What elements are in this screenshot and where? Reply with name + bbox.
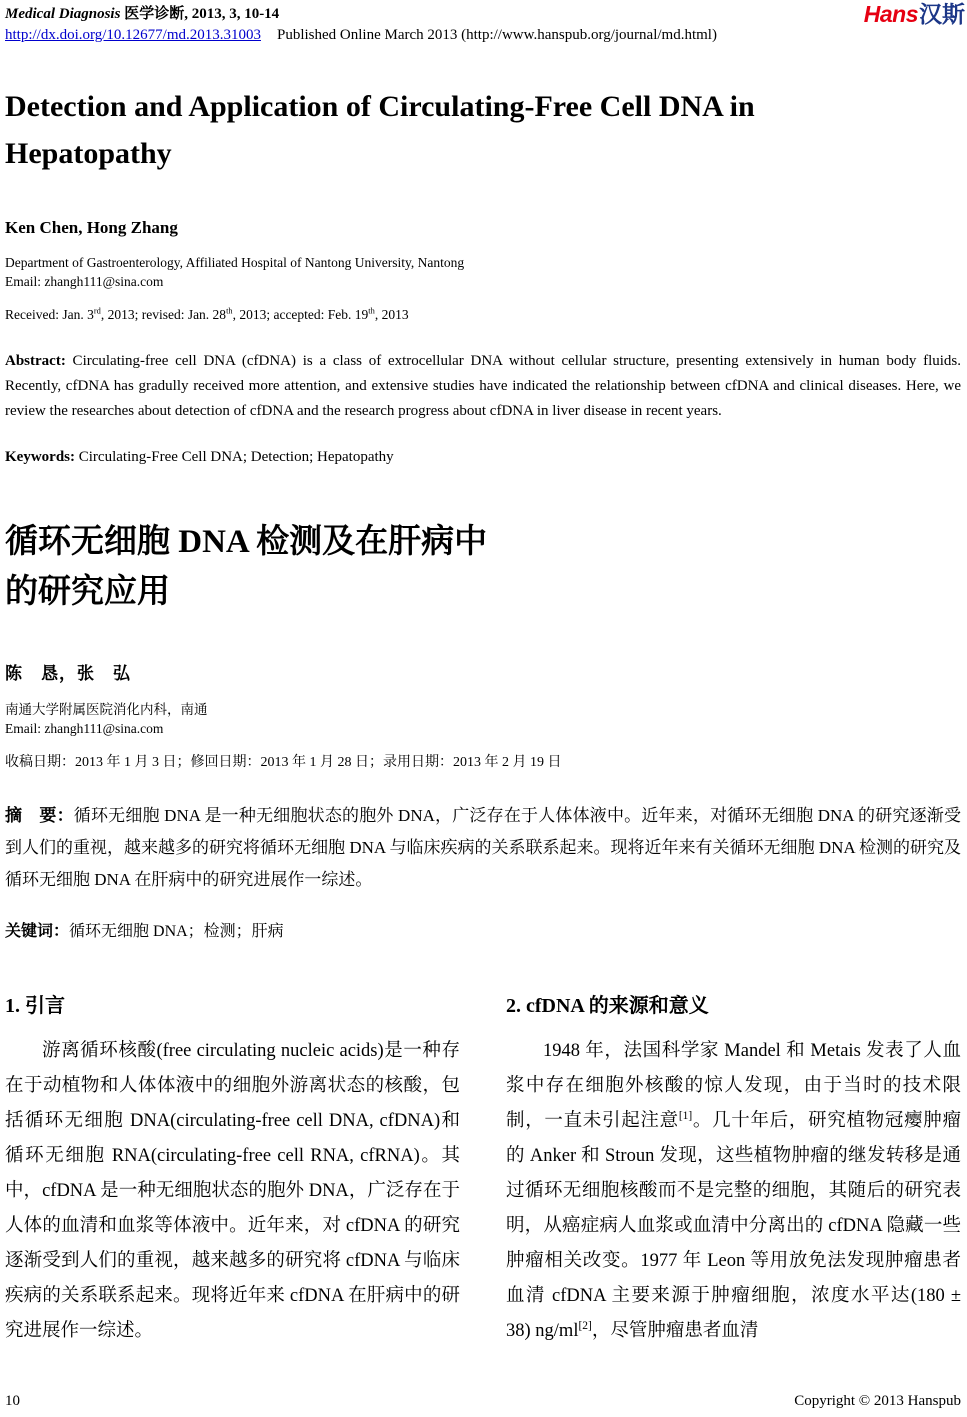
citation-ref-2: [2] (578, 1319, 592, 1332)
published-note: Published Online March 2013 (http://www.hanspub.org/journal/md.html) (276, 27, 717, 43)
paper-title-en-line1: Detection and Application of Circulating-Free Cell DNA in (5, 90, 755, 123)
citation-ref-1: [1] (678, 1109, 693, 1122)
authors-en: Ken Chen, Hong Zhang (5, 218, 178, 237)
abstract-en (5, 349, 961, 424)
section-1-heading: 1. 引言 (5, 995, 65, 1017)
abstract-label-zh: 摘 要： (5, 806, 74, 825)
keywords-text-en: Circulating-Free Cell DNA; Detection; Hepatopathy (75, 449, 394, 465)
section-2-paragraph: 1948 年，法国科学家 Mandel 和 Metais 发表了人血浆中存在细胞外核酸的惊人发现，由于当时的技术限制，一直未引起注意[1]。几十年后，研究植物冠瘿肿瘤的 Anker 和 Stroun 发现，这些植物肿瘤的继发转移是通过循环无细胞核酸而不是完整的细胞，其随后的研究表明，从癌症病人血浆或血清中分离出的 cfDNA 隐藏一些肿瘤相关改变。1977 年 Leon 等用放免法发现肿瘤患者血清 cfDNA 主要来源于肿瘤细胞，浓度水平达(180 ± 38) ng/ml[2]，尽管肿瘤患者血清 (506, 1041, 961, 1341)
affiliation-block-zh (5, 700, 961, 738)
abstract-text-en: Circulating-free cell DNA (cfDNA) is a class of extrocellular DNA without cellular structure, presenting extensively in human body fluids. Recently, cfDNA has gradully received more attention, and extensive studies have indicated the relationship between cfDNA and clinical diseases. Here, we review the researches about detection of cfDNA and the research progress about cfDNA in liver disease in recent years. (5, 353, 961, 419)
paper-title-zh (5, 517, 961, 617)
paper-title-en-line2: Hepatopathy (5, 137, 172, 170)
right-column (506, 989, 961, 1349)
body-columns (5, 989, 961, 1349)
journal-doi-line (5, 25, 961, 46)
section-2-heading: 2. cfDNA 的来源和意义 (506, 995, 709, 1017)
doi-link[interactable]: http://dx.doi.org/10.12677/md.2013.31003 (5, 27, 261, 43)
keywords-zh (5, 919, 961, 944)
affiliation-block-en (5, 254, 961, 291)
paper-title-zh-line1: 循环无细胞 DNA 检测及在肝病中 (5, 524, 488, 560)
received-dates-en: Received: Jan. 3rd, 2013; revised: Jan. 28th, 2013; accepted: Feb. 19th, 2013 (5, 306, 409, 322)
abstract-zh (5, 800, 961, 896)
page-footer (5, 1393, 961, 1410)
superscript: rd (93, 306, 101, 316)
hanspub-logo (864, 2, 965, 26)
authors-zh: 陈 恳，张 弘 (5, 664, 131, 683)
copyright: Copyright © 2013 Hanspub (794, 1393, 961, 1409)
superscript: th (368, 306, 375, 316)
received-dates-zh: 收稿日期：2013 年 1 月 3 日；修回日期：2013 年 1 月 28 日；录用日期：2013 年 2 月 19 日 (5, 755, 562, 770)
section-1-paragraph: 游离循环核酸(free circulating nucleic acids)是一种存在于动植物和人体体液中的细胞外游离状态的核酸，包括循环无细胞 DNA(circulating-free cell DNA, cfDNA)和循环无细胞 RNA(circulating-free cell RNA, cfRNA)。其中，cfDNA 是一种无细胞状态的胞外 DNA，广泛存在于人体的血清和血浆等体液中。近年来，对 cfDNA 的研究逐渐受到人们的重视，越来越多的研究将 cfDNA 与临床疾病的关系联系起来。现将近年来 cfDNA 在肝病中的研究进展作一综述。 (5, 1041, 460, 1341)
logo-wordmark-en: Hans (863, 1, 918, 27)
keywords-en (5, 445, 961, 470)
abstract-text-zh: 循环无细胞 DNA 是一种无细胞状态的胞外 DNA，广泛存在于人体体液中。近年来，对循环无细胞 DNA 的研究逐渐受到人们的重视，越来越多的研究将循环无细胞 DNA 与临床疾病的关系联系起来。现将近年来有关循环无细胞 DNA 检测的研究及循环无细胞 DNA 在肝病中的研究进展作一综述。 (5, 806, 961, 889)
keywords-label-en: Keywords: (5, 449, 75, 465)
journal-header-line (5, 4, 961, 25)
journal-title: Medical Diagnosis (5, 6, 121, 22)
journal-issue: 医学诊断, 2013, 3, 10-14 (120, 6, 280, 22)
email-zh: Email: zhangh111@sina.com (5, 721, 164, 736)
keywords-text-zh: 循环无细胞 DNA；检测；肝病 (69, 923, 284, 940)
left-column (5, 989, 460, 1349)
abstract-label-en: Abstract: (5, 353, 66, 369)
keywords-label-zh: 关键词： (5, 923, 70, 940)
superscript: th (226, 306, 233, 316)
email-en: Email: zhangh111@sina.com (5, 273, 164, 289)
paper-title-zh-line2: 的研究应用 (5, 574, 170, 610)
affiliation-zh: 南通大学附属医院消化内科，南通 (5, 702, 208, 717)
affiliation-en: Department of Gastroenterology, Affiliated Hospital of Nantong University, Nantong (5, 255, 465, 270)
paper-title-en (5, 83, 961, 177)
page-number: 10 (5, 1393, 20, 1409)
logo-wordmark-zh: 汉斯 (919, 1, 965, 27)
